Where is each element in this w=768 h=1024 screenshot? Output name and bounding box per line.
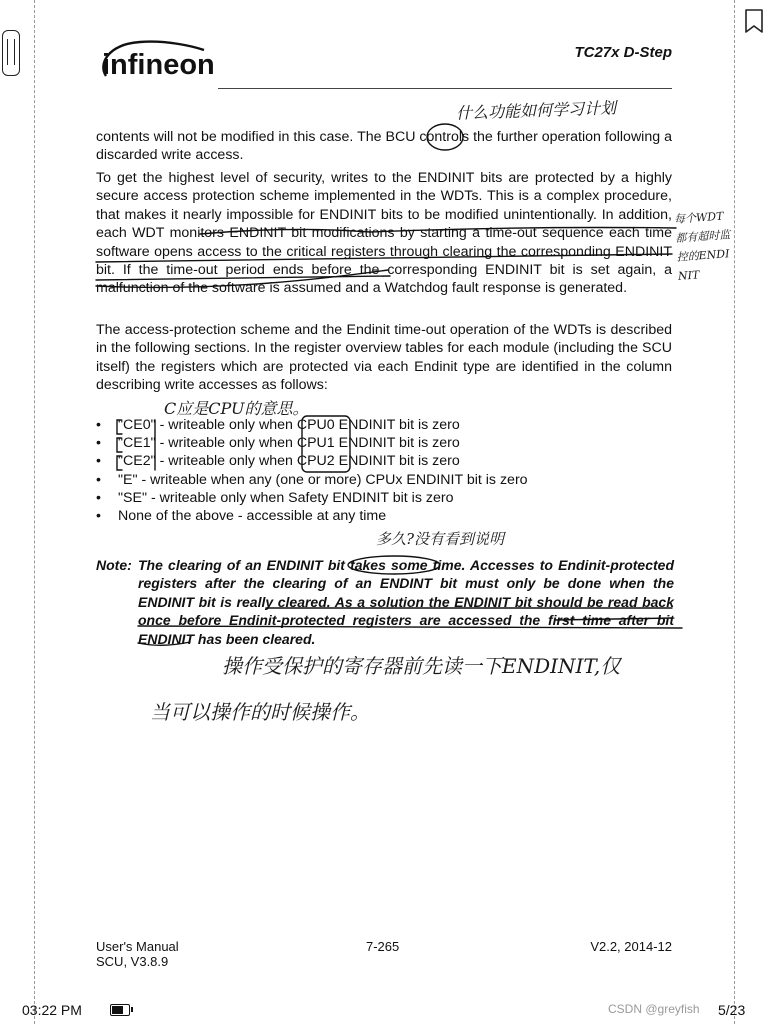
- sidebar-toggle-button[interactable]: [2, 30, 20, 76]
- list-item: • "CE0" - writeable only when CPU0 ENDINIT bit is zero: [96, 416, 528, 434]
- list-item: • "CE2" - writeable only when CPU2 ENDINIT bit is zero: [96, 452, 528, 470]
- note-label: Note:: [96, 557, 132, 573]
- handwritten-note-operate: 当可以操作的时候操作。: [150, 700, 370, 724]
- note-text: The clearing of an ENDINIT bit takes some time. Accesses to Endinit-protected registers after the clearing of an ENDINT bit must only be done when the ENDINIT bit is really cleared. As a solution the ENDINIT bit should be read back once before Endinit-protected registers are accessed the first time after bit ENDINIT has been cleared.: [138, 557, 674, 647]
- watermark: CSDN @greyfish: [608, 1002, 700, 1016]
- status-bar: [0, 1000, 768, 1024]
- footer-manual-version: SCU, V3.8.9: [96, 954, 169, 969]
- list-item: • None of the above - accessible at any time: [96, 507, 528, 525]
- right-margin-guide: [734, 0, 735, 1024]
- sidebar-toggle-icon: [7, 39, 15, 65]
- document-title: TC27x D-Step: [574, 44, 672, 61]
- status-time: 03:22 PM: [22, 1002, 82, 1018]
- footer-revision: V2.2, 2014-12: [590, 939, 672, 954]
- list-item: • "SE" - writeable only when Safety ENDINIT bit is zero: [96, 489, 528, 507]
- logo-text: infineon: [102, 49, 215, 81]
- handwritten-note-top: 什么功能如何学习计划: [455, 98, 617, 123]
- handwritten-note-read-back: 操作受保护的寄存器前先读一下ENDINIT,仅: [222, 654, 621, 678]
- bookmark-button[interactable]: [744, 8, 764, 34]
- paragraph-endinit-security: To get the highest level of security, writes to the ENDINIT bits are protected by a highly secure access protection scheme implemented in the WDTs. This is a complex procedure, that makes it nearly impossible for ENDINIT bits to be modified unintentionally. In addition, each WDT monitors ENDINIT bit modifications by starting a time-out sequence each time software opens access to the critical registers through clearing the corresponding ENDINIT bit. If the time-out period ends before the corresponding ENDINIT bit is set again, a malfunction of the software is assumed and a Watchdog fault response is generated.: [96, 170, 672, 297]
- footer-page-number: 7-265: [366, 939, 400, 954]
- handwritten-note-cpu: C应是CPU的意思。: [164, 399, 309, 418]
- page-indicator[interactable]: 5/23: [718, 1002, 746, 1018]
- paragraph-access-protection: The access-protection scheme and the Endinit time-out operation of the WDTs is described in the following sections. In the register overview tables for each module (including the SCU itself) the registers which are protected via each Endinit type are identified in the column describing write accesses as follows:: [96, 322, 672, 394]
- paragraph-bcu: contents will not be modified in this case. The BCU controls the further operation following a discarded write access.: [96, 129, 672, 164]
- footer-manual: [96, 939, 179, 969]
- handwritten-note-margin: 每个WDT都有超时监控的ENDINIT: [673, 209, 731, 283]
- infineon-logo: [96, 36, 220, 88]
- list-item: • "CE1" - writeable only when CPU1 ENDINIT bit is zero: [96, 434, 528, 452]
- battery-icon: [110, 1004, 130, 1016]
- list-item: • "E" - writeable when any (one or more) CPUx ENDINIT bit is zero: [96, 471, 528, 489]
- endinit-type-list: [96, 416, 528, 525]
- bookmark-icon: [744, 8, 764, 34]
- left-margin-guide: [34, 0, 35, 1024]
- header-rule: [218, 88, 672, 89]
- footer-manual-title: User's Manual: [96, 939, 179, 954]
- handwritten-note-time: 多久?没有看到说明: [376, 530, 505, 548]
